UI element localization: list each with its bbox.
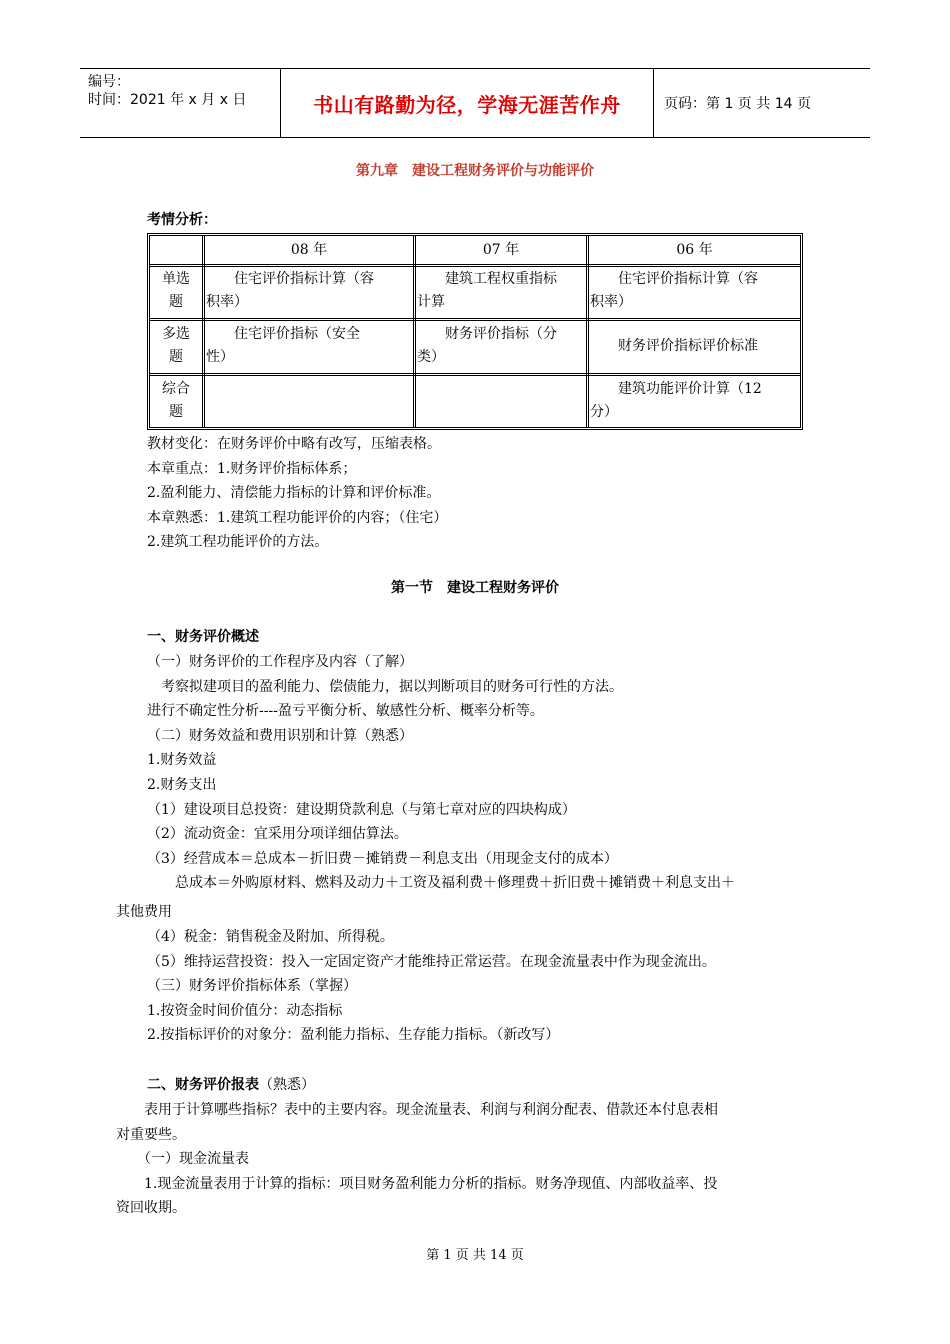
time-label: 时间：2021 年 x 月 x 日 [88, 92, 247, 108]
col-header-08: 08 年 [290, 242, 328, 258]
table-cell: 财务评价指标评价标准 [590, 338, 758, 354]
table-cell: 住宅评价指标（安全 性） [206, 326, 360, 365]
part1-body: （一）财务评价的工作程序及内容（了解） 考察拟建项目的盈利能力、偿债能力，据以判断项目的财务可行性的方法。 进行不确定性分析----盈亏平衡分析、敏感性分析、概率分析等。 （二）财务效益和费用识别和计算（熟悉） 1.财务效益 2.财务支出 （1）建设项目总投资：建设期贷款利息（与第七章对应的四块构成） （2）流动资金：宜采用分项详细估算法。 （3）经营成本＝总成本－折旧费－摊销费－利息支出（用现金支付的成本） 总成本＝外购原材料、燃料及动力＋工资及福利费＋修理费＋折旧费＋摊销费＋利息支出＋ [147, 654, 735, 892]
col-header-07: 07 年 [482, 242, 520, 258]
page-footer: 第 1 页 共 14 页 [426, 1248, 524, 1263]
header-page-info: 页码：第 1 页 共 14 页 [664, 96, 811, 112]
table-cell: 建筑功能评价计算（12 分） [590, 381, 762, 420]
header-meta [80, 69, 280, 137]
part1-body-wrap: 其他费用 [116, 904, 172, 920]
part1-heading: 一、财务评价概述 [147, 629, 259, 645]
header-motto: 书山有路勤为径，学海无涯苦作舟 [313, 92, 621, 117]
exam-analysis-label: 考情分析： [147, 212, 217, 228]
row-label-single: 单选 题 [162, 271, 190, 310]
exam-analysis-table [147, 233, 803, 430]
header-motto-cell [280, 69, 654, 137]
table-cell: 财务评价指标（分 类） [417, 326, 557, 365]
part2-heading: 二、财务评价报表 [147, 1077, 259, 1093]
table-cell: 建筑工程权重指标 计算 [417, 271, 557, 310]
section-title: 第一节 建设工程财务评价 [391, 580, 559, 596]
number-label: 编号： [88, 74, 130, 90]
intro-block: 教材变化：在财务评价中略有改写，压缩表格。 本章重点：1.财务评价指标体系； 2.盈利能力、清偿能力指标的计算和评价标准。 本章熟悉：1.建筑工程功能评价的内容；（住宅） 2.建筑工程功能评价的方法。 [147, 436, 448, 551]
row-label-comprehensive: 综合 题 [162, 381, 190, 420]
table-cell: 住宅评价指标计算（容 积率） [206, 271, 374, 310]
part2-heading-suffix: （熟悉） [259, 1077, 315, 1093]
part2-heading-row [147, 1073, 315, 1098]
chapter-title: 第九章 建设工程财务评价与功能评价 [356, 163, 594, 179]
table-cell: 住宅评价指标计算（容 积率） [590, 271, 758, 310]
part2-body: 表用于计算哪些指标？表中的主要内容。现金流量表、利润与利润分配表、借款还本付息表相 对重要些。 （一）现金流量表 1.现金流量表用于计算的指标：项目财务盈利能力分析的指标。财务净现值、内部收益率、投 资回收期。 [116, 1102, 718, 1217]
part1-body-continued: （4）税金：销售税金及附加、所得税。 （5）维持运营投资：投入一定固定资产才能维持正常运营。在现金流量表中作为现金流出。 （三）财务评价指标体系（掌握） 1.按资金时间价值分：动态指标 2.按指标评价的对象分：盈利能力指标、生存能力指标。（新改写） [147, 929, 716, 1044]
col-header-06: 06 年 [676, 242, 713, 258]
row-label-multiple: 多选 题 [162, 326, 190, 365]
page-header [80, 68, 870, 138]
